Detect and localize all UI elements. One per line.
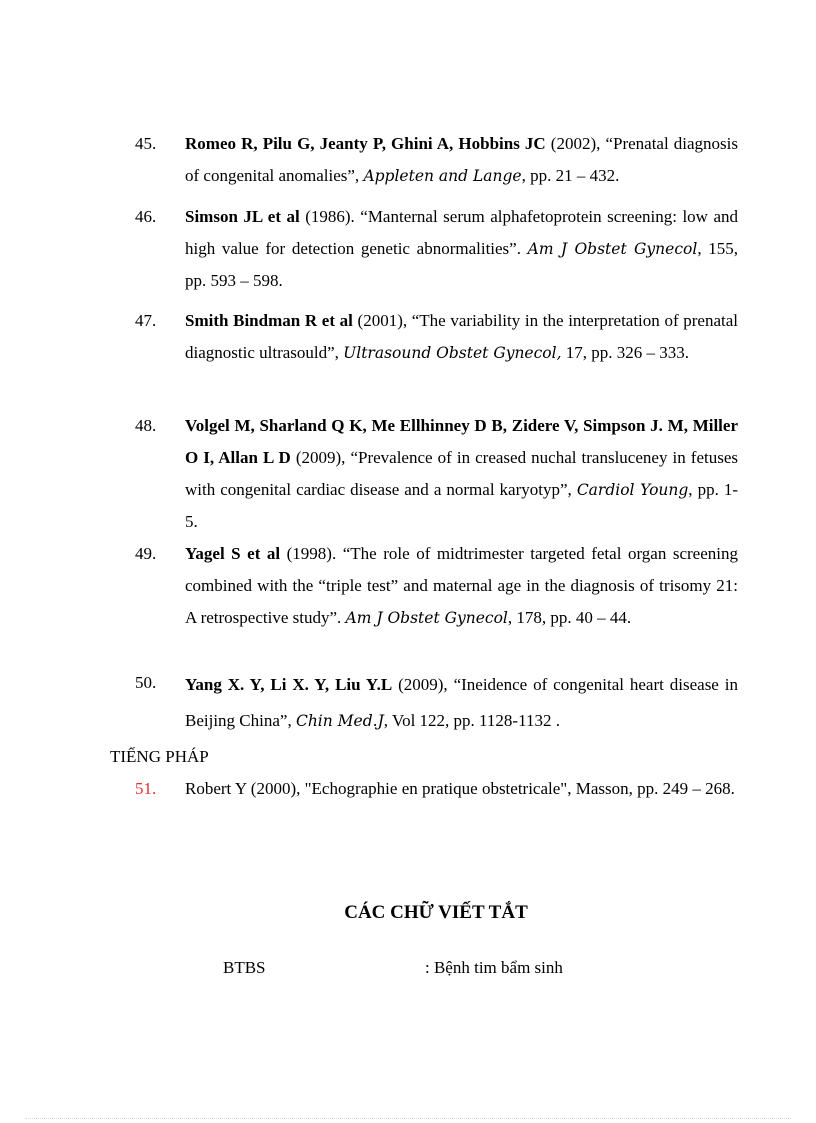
reference-journal: Am J Obstet Gynecol xyxy=(345,609,508,627)
reference-number: 46. xyxy=(135,207,157,226)
reference-text: (1998). “The role of midtrimester targeted fetal organ screening combined with the “triple test” and maternal age in the diagnosis of trisomy 21: A retrospective study”. xyxy=(185,544,739,627)
reference-journal: Cardiol Young xyxy=(576,481,689,499)
reference-pages: , pp. 1-5. xyxy=(185,480,738,531)
reference-entry xyxy=(185,128,738,192)
reference-authors: Yang X. Y, Li X. Y, Liu Y.L xyxy=(185,675,393,694)
reference-journal: Ultrasound Obstet Gynecol, xyxy=(343,344,562,362)
reference-number: 50. xyxy=(135,673,157,692)
reference-number: 47. xyxy=(135,311,157,330)
reference-text: (2009), “Ineidence of congenital heart disease in Beijing China”, xyxy=(185,675,738,730)
reference-pages: 17, pp. 326 – 333. xyxy=(561,343,690,362)
reference-entry xyxy=(185,305,738,369)
reference-authors: Volgel M, Sharland Q K, Me Ellhinney D B, Zidere V, Simpson J. M, Miller O I, Allan L D xyxy=(185,416,738,467)
abbreviation-value: : Bệnh tim bẩm sinh xyxy=(425,958,563,977)
reference-authors: Smith Bindman R et al xyxy=(185,311,353,330)
reference-authors: Simson JL et al xyxy=(185,207,300,226)
reference-number: 45. xyxy=(135,134,157,153)
reference-number: 49. xyxy=(135,544,157,563)
reference-entry xyxy=(185,538,738,634)
reference-authors: Yagel S et al xyxy=(185,544,281,563)
section-heading: TIẾNG PHÁP xyxy=(110,747,209,766)
reference-text: (2002), “Prenatal diagnosis of congenital anomalies”, xyxy=(185,134,738,185)
reference-text: (2009), “Prevalence of in creased nuchal transluceney in fetuses with congenital cardiac disease and a normal karyotyp”, xyxy=(185,448,738,499)
reference-authors: Romeo R, Pilu G, Jeanty P, Ghini A, Hobbins JC xyxy=(185,134,546,153)
reference-pages: , Vol 122, pp. 1128-1132 . xyxy=(383,711,560,730)
reference-pages: , 178, pp. 40 – 44. xyxy=(507,608,632,627)
abbreviations-title: CÁC CHỮ VIẾT TẮT xyxy=(344,902,528,923)
page-bottom-rule xyxy=(25,1118,791,1119)
reference-text: (1986). “Manternal serum alphafetoprotein screening: low and high value for detection genetic abnormalities”. xyxy=(185,207,738,258)
reference-entry xyxy=(185,201,738,297)
reference-number-highlighted: 51. xyxy=(135,779,157,798)
reference-entry-french: Robert Y (2000), "Echographie en pratique obstetricale", Masson, pp. 249 – 268. xyxy=(185,779,735,798)
reference-entry xyxy=(185,410,738,538)
reference-journal: Appleten and Lange xyxy=(363,167,522,185)
reference-pages: , pp. 21 – 432. xyxy=(521,166,620,185)
reference-text: (2001), “The variability in the interpretation of prenatal diagnostic ultrasould”, xyxy=(185,311,739,362)
reference-entry xyxy=(185,667,738,739)
reference-journal: Am J Obstet Gynecol xyxy=(527,240,698,258)
reference-number: 48. xyxy=(135,416,157,435)
reference-journal: Chin Med.J xyxy=(295,712,384,730)
reference-pages: , 155, pp. 593 – 598. xyxy=(185,239,738,290)
abbreviation-key: BTBS xyxy=(223,958,266,977)
